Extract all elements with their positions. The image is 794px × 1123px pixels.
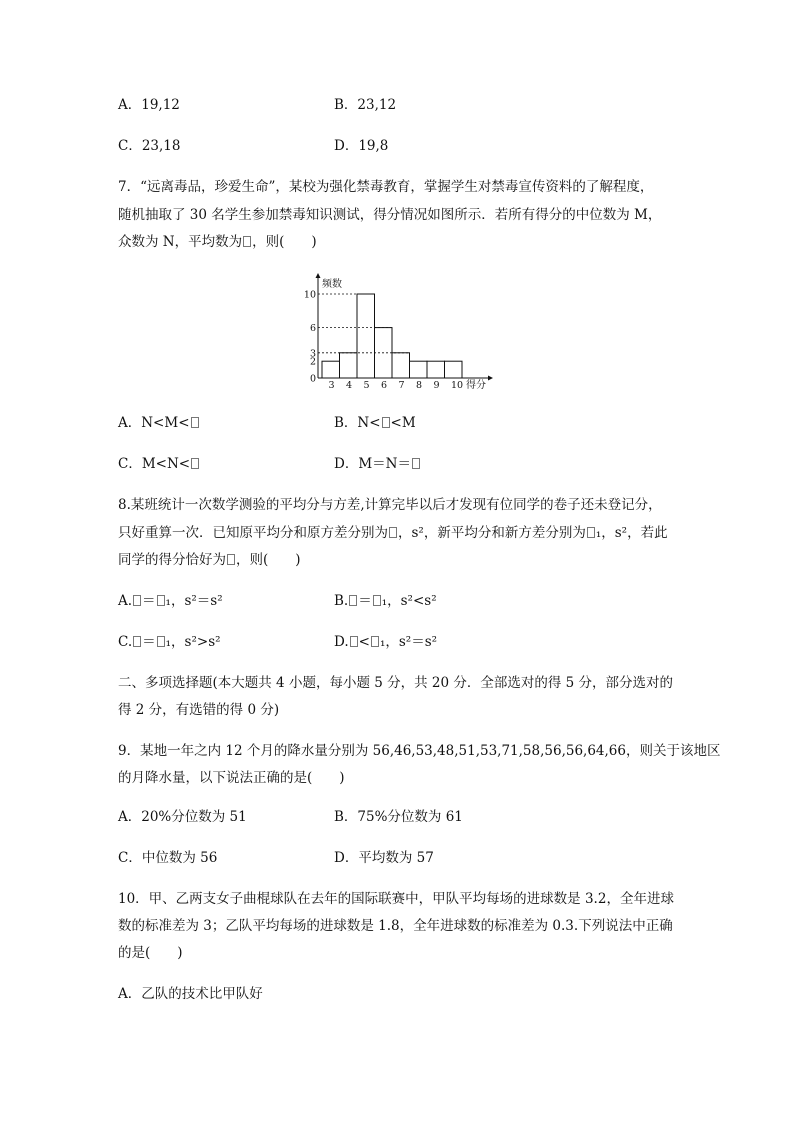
y-tick-label: 6 (309, 323, 316, 335)
q10-option-a: A．乙队的技术比甲队好 (118, 986, 263, 1002)
x-tick-label: 8 (416, 380, 423, 391)
y-tick-label: 0 (309, 373, 316, 385)
x-tick-label: 3 (328, 380, 335, 391)
q7-option-b (334, 414, 416, 432)
q8-option-c-text: ₁，s²>s² (165, 634, 221, 650)
q10-stem-line3: 的是( ) (118, 945, 183, 961)
x-tick-label: 9 (433, 380, 440, 391)
histogram-bar (445, 361, 463, 378)
histogram-bar (357, 294, 375, 378)
q9-option-d: D．平均数为 57 (334, 850, 434, 866)
histogram-bar (427, 361, 445, 378)
q7-stem-line2: 随机抽取了 30 名学生参加禁毒知识测试，得分情况如图所示．若所有得分的中位数为 M， (118, 207, 662, 223)
q8-option-d-op: < (358, 634, 370, 650)
q7-stem-line1: 7．“远离毒品，珍爱生命”，某校为强化禁毒教育，掌握学生对禁毒宣传资料的了解程度， (118, 179, 654, 195)
q6-option-d: D．19,8 (334, 138, 389, 154)
q8-stem-text-e: ，则( ) (236, 552, 301, 568)
q8-option-d-label: D. (334, 634, 349, 650)
missing-glyph-icon (191, 458, 199, 469)
missing-glyph-icon (243, 236, 251, 247)
q7-stem-line3 (118, 233, 317, 251)
q8-stem-text-a: 只好重算一次．已知原平均分和原方差分别为 (118, 525, 388, 541)
q8-option-a-text: ₁，s²＝s² (165, 593, 223, 609)
missing-glyph-icon (133, 595, 141, 606)
missing-glyph-icon (373, 595, 381, 606)
q8-option-a (118, 592, 223, 610)
section2-heading-line1: 二、多项选择题(本大题共 4 小题，每小题 5 分，共 20 分．全部选对的得 5 分，部分选对的 (118, 675, 674, 691)
missing-glyph-icon (157, 636, 165, 647)
q7-stem-text: 众数为 N，平均数为 (118, 234, 243, 250)
y-tick-label: 2 (309, 356, 316, 368)
q6-option-a: A．19,12 (118, 97, 180, 113)
q8-option-a-op: ＝ (142, 593, 156, 609)
q8-stem-line2 (118, 524, 668, 542)
x-tick-label: 7 (398, 380, 405, 391)
x-tick-label: 10 (451, 380, 464, 391)
missing-glyph-icon (371, 636, 379, 647)
q7-option-b-text: B．N< (334, 415, 381, 431)
score-frequency-histogram (300, 270, 500, 395)
q7-option-b-text2: <M (390, 415, 416, 431)
section2-heading-line2: 得 2 分，有选错的得 0 分) (118, 702, 280, 718)
histogram-bar (322, 361, 340, 378)
q9-option-c: C．中位数为 56 (118, 850, 218, 866)
q7-option-a-text: A．N<M< (118, 415, 190, 431)
q8-option-b-label: B. (334, 593, 349, 609)
y-tick-label: 3 (309, 348, 316, 360)
missing-glyph-icon (191, 417, 199, 428)
missing-glyph-icon (389, 527, 397, 538)
missing-glyph-icon (157, 595, 165, 606)
missing-glyph-icon (382, 417, 390, 428)
q8-option-d (334, 633, 437, 651)
q8-stem-text-c: ₁，s²，若此 (595, 525, 668, 541)
missing-glyph-icon (227, 554, 235, 565)
missing-glyph-icon (349, 595, 357, 606)
q8-stem-line3 (118, 551, 301, 569)
q7-option-c (118, 455, 200, 473)
q7-option-c-text: C．M<N< (118, 456, 191, 472)
missing-glyph-icon (587, 527, 595, 538)
x-tick-label: 4 (346, 380, 353, 391)
q10-stem-line1: 10．甲、乙两支女子曲棍球队在去年的国际联赛中，甲队平均每场的进球数是 3.2，全年进球 (118, 891, 674, 907)
q8-option-a-label: A. (118, 593, 133, 609)
q7-stem-end: ，则( ) (252, 234, 317, 250)
q10-stem-line2: 数的标准差为 3；乙队平均每场的进球数是 1.8，全年进球数的标准差为 0.3.下列说法中正确 (118, 918, 673, 934)
q9-stem-line2: 的月降水量，以下说法正确的是( ) (118, 770, 345, 786)
q8-option-b-text: ₁，s²<s² (381, 593, 437, 609)
y-axis-label: 频数 (322, 279, 342, 290)
q8-option-c-label: C. (118, 634, 133, 650)
histogram-bar (410, 361, 428, 378)
q8-option-b (334, 592, 437, 610)
q9-option-a: A．20%分位数为 51 (118, 809, 247, 825)
q9-stem-line1: 9．某地一年之内 12 个月的降水量分别为 56,46,53,48,51,53,71,58,56,56,64,66，则关于该地区 (118, 743, 721, 759)
q8-option-d-text: ₁，s²＝s² (379, 634, 438, 650)
x-axis-arrow-icon (488, 376, 493, 381)
q8-stem-line1: 8.某班统计一次数学测验的平均分与方差,计算完毕以后才发现有位同学的卷子还未登记分， (118, 497, 662, 513)
y-axis-arrow-icon (316, 273, 321, 278)
q7-option-d-text: D．M＝N＝ (334, 456, 411, 472)
q9-option-b: B．75%分位数为 61 (334, 809, 463, 825)
q6-option-c: C．23,18 (118, 138, 181, 154)
q8-option-c-op: ＝ (142, 634, 156, 650)
histogram-bar (340, 353, 358, 378)
q7-option-a (118, 414, 200, 432)
x-tick-label: 6 (381, 380, 388, 391)
q8-stem-text-d: 同学的得分恰好为 (118, 552, 226, 568)
missing-glyph-icon (133, 636, 141, 647)
q8-option-b-op: ＝ (358, 593, 372, 609)
missing-glyph-icon (412, 458, 420, 469)
x-tick-label: 5 (363, 380, 370, 391)
histogram-bar (392, 353, 410, 378)
missing-glyph-icon (350, 636, 358, 647)
q8-option-c (118, 633, 221, 651)
q7-option-d (334, 455, 421, 473)
y-tick-label: 10 (303, 289, 316, 301)
q8-stem-text-b: ，s²，新平均分和新方差分别为 (398, 525, 586, 541)
x-axis-label: 得分 (466, 380, 486, 391)
q6-option-b: B．23,12 (334, 97, 397, 113)
